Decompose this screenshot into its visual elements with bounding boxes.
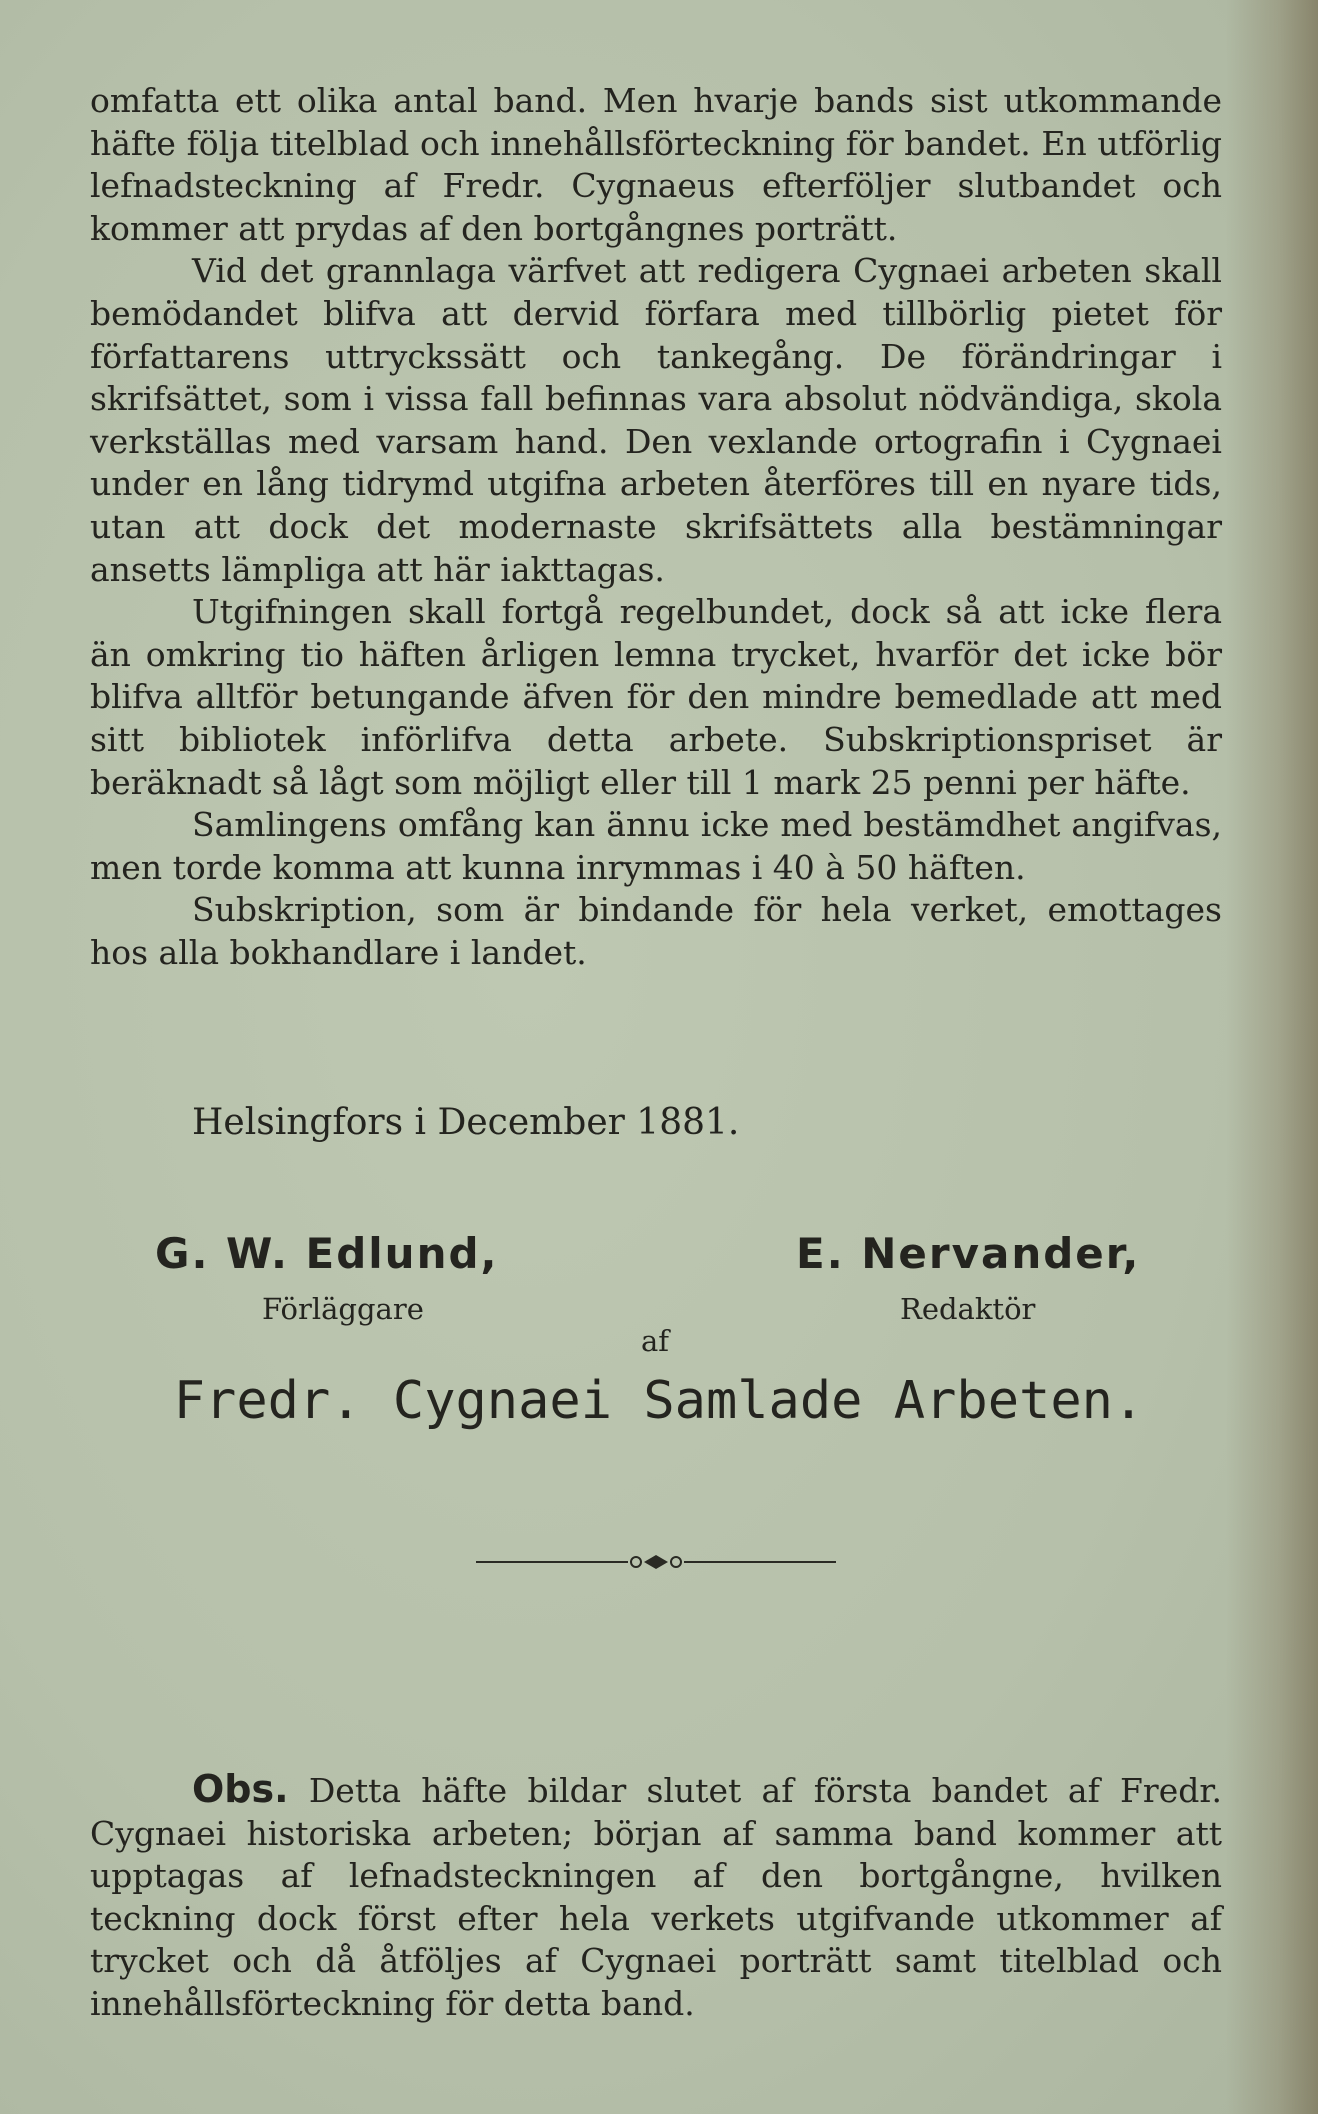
publisher-name: G. W. Edlund, bbox=[155, 1229, 499, 1278]
intro-text bbox=[90, 80, 1222, 974]
ornament-ring-right bbox=[671, 1557, 681, 1567]
work-title: Fredr. Cygnaei Samlade Arbeten. bbox=[173, 1371, 1145, 1431]
publisher-role: Förläggare bbox=[262, 1292, 424, 1326]
obs-paragraph bbox=[90, 1768, 1222, 2026]
editor-name: E. Nervander, bbox=[796, 1229, 1141, 1278]
ornament-diamond bbox=[644, 1555, 668, 1569]
paragraph-5: Subskription, som är bindande för hela verket, emottages hos alla bokhandlare i landet. bbox=[90, 890, 1222, 972]
obs-text: Detta häfte bildar slutet af första bandet af Fredr. Cygnaei historiska arbeten; början af samma band kommer att upptagas af lefnadsteckningen af den bortgångne, hvilken teckning dock först efter hela verkets utgifvande utkommer af trycket och då åtföljes af Cygnaei porträtt samt titelblad och innehållsförteckning för detta band. bbox=[90, 1771, 1222, 2023]
paragraph-1: omfatta ett olika antal band. Men hvarje bands sist utkommande häfte följa titelblad och innehållsförteckning för bandet. En utförlig lefnadsteckning af Fredr. Cygnaeus efterföljer slutbandet och kommer att prydas af den bortgångnes porträtt. bbox=[90, 81, 1222, 248]
ornament-ring-left bbox=[631, 1557, 641, 1567]
editor-role: Redaktör bbox=[900, 1292, 1036, 1326]
connector-word: af bbox=[641, 1324, 670, 1358]
obs-label: Obs. bbox=[192, 1767, 289, 1811]
paragraph-2: Vid det grannlaga värfvet att redigera Cygnaei arbeten skall bemödandet blifva att dervid förfara med tillbörlig pietet för författarens uttryckssätt och tankegång. De förändringar i skrifsättet, som i vissa fall befinnas vara absolut nödvändiga, skola verkställas med varsam hand. Den vexlande ortografin i Cygnaei under en lång tidrymd utgifna arbeten återföres till en nyare tids, utan att dock det modernaste skrifsättets alla bestämningar ansetts lämpliga att här iakttagas. bbox=[90, 251, 1222, 589]
dateline: Helsingfors i December 1881. bbox=[192, 1102, 740, 1143]
paragraph-3: Utgifningen skall fortgå regelbundet, dock så att icke flera än omkring tio häften årligen lemna trycket, hvarför det icke bör blifva alltför betungande äfven för den mindre bemedlade att med sitt bibliotek införlifva detta arbete. Subskriptionspriset är beräknadt så lågt som möjligt eller till 1 mark 25 penni per häfte. bbox=[90, 592, 1222, 802]
ornament-divider bbox=[476, 1548, 836, 1576]
obs-note bbox=[90, 1768, 1222, 2026]
paragraph-4: Samlingens omfång kan ännu icke med bestämdhet angifvas, men torde komma att kunna inrymmas i 40 à 50 häften. bbox=[90, 805, 1222, 887]
